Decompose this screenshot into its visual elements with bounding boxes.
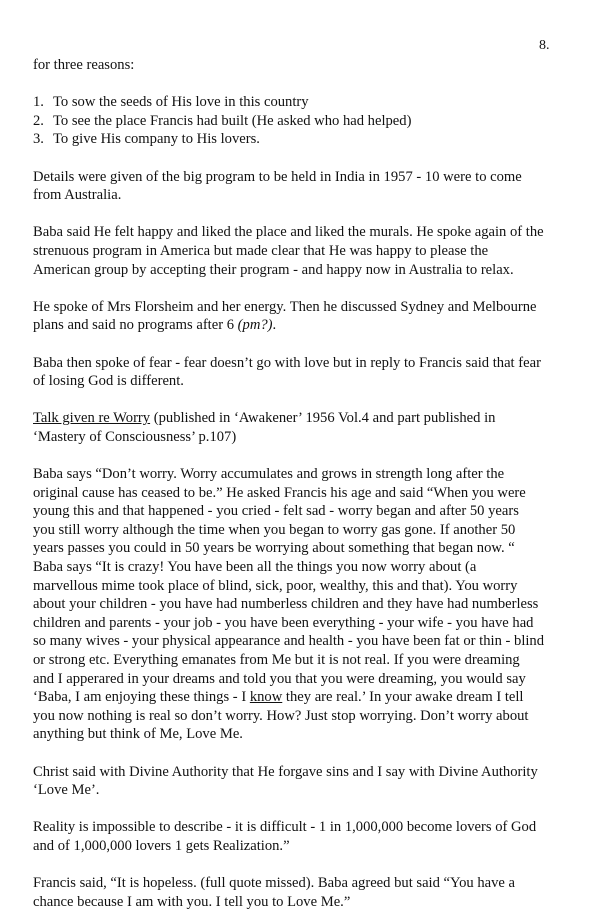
paragraph-fear: Baba then spoke of fear - fear doesn’t go with love but in reply to Francis said that fear of losing God is different. [33,354,541,390]
paragraph-hopeless: Francis said, “It is hopeless. (full quote missed). Baba agreed but said “You have a chance because I am with you. I tell you to Love Me.” [33,875,516,910]
reasons-list [33,93,573,149]
page-number: 8. [539,38,550,53]
paragraph-reality: Reality is impossible to describe - it is difficult - 1 in 1,000,000 become lovers of God and of 1,000,000 lovers 1 gets Realization.” [33,819,537,854]
paragraph-christ: Christ said with Divine Authority that He forgave sins and I say with Divine Authority ‘Love Me’. [33,763,538,799]
list-item: 2. To see the place Francis had built (He asked who had helped) [33,112,412,129]
paragraph-worry: Baba says “Don’t worry. Worry accumulates and grows in strength long after the original cause has ceased to be.” He asked Francis his age and said “When you were young this and that happened - you cried - felt sad - worry began and after 50 years you still worry although the time when you began to worry gas gone. If another 50 years passes you could in 50 years be worrying about something that began now. “ Baba says “It is crazy! You have been all the things you now worry about (a marvellous mime took place of blind, sick, poor, wealthy, this and that). You worry about your children - you have had numberless children and they have had numberless children and parents - your job - you have been everything - your wife - you have had so many wives - your physical appearance and health - you have been fat or thin - blind or strong etc. Everything emanates from Me but it is not real. If you were dreaming and I apperared in your dreams and told you that you were dreaming, you would say ‘Baba, I am enjoying these things - I know they are real.’ In your awake dream I tell you now nothing is real so don’t worry. How? Just stop worrying. Don’t worry about anything but think of Me, Love Me. [33,466,545,743]
paragraph-program: Details were given of the big program to be held in India in 1957 - 10 were to come from Australia. [33,168,522,204]
talk-title: Talk given re Worry [33,410,151,427]
list-item: 3. To give His company to His lovers. [33,131,260,148]
talk-heading: Talk given re Worry (published in ‘Awakener’ 1956 Vol.4 and part published in ‘Mastery of Consciousness’ p.107) [33,410,496,445]
paragraph-florsheim: He spoke of Mrs Florsheim and her energy. Then he discussed Sydney and Melbourne plans and said no programs after 6 (pm?). [33,298,537,334]
list-item: 1. To sow the seeds of His love in this country [33,94,309,111]
paragraph-murals: Baba said He felt happy and liked the place and liked the murals. He spoke again of the strenuous program in America but made clear that He was happy to please the American group by accepting their program - and happy now in Australia to relax. [33,224,544,278]
intro-line: for three reasons: [33,57,135,73]
page-body [33,56,573,911]
